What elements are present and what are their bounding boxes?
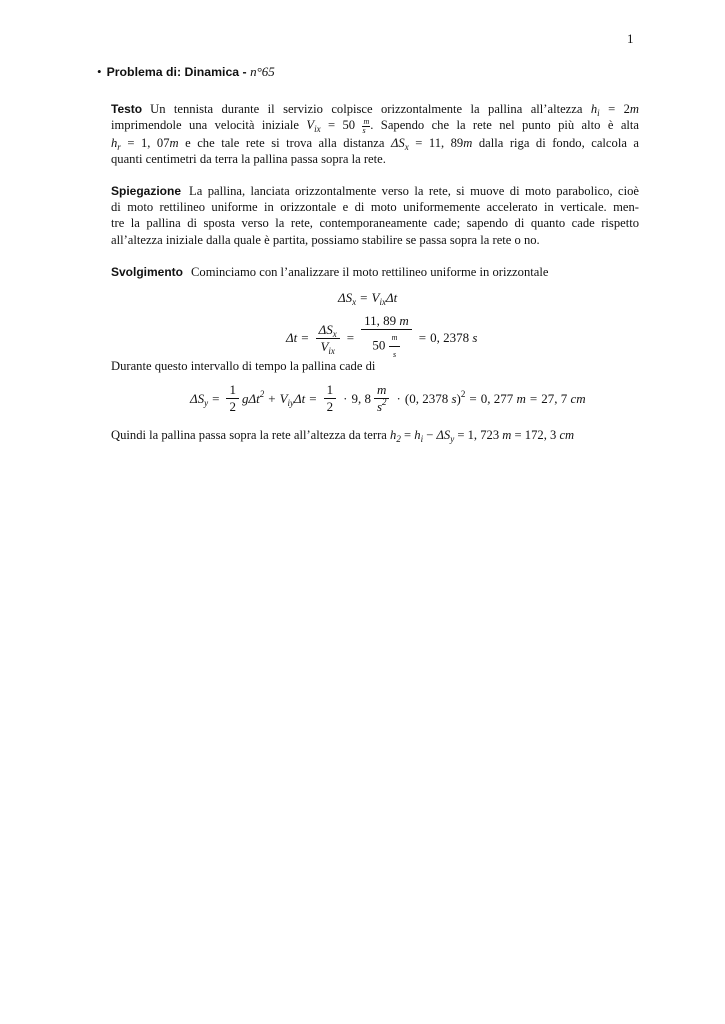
testo-line-1: Testo Un tennista durante il servizio colpisce orizzontalmente la pallina all’altezza $h_i = 2m$ <box>111 102 639 118</box>
spiegazione-line-2: di moto rettilineo uniforme in orizzontale e di moto uniformemente accelerato in verticale. men- <box>111 200 639 215</box>
equation-3: $\Delta S_y$ = $\frac{1}{2}$ gΔt$^2$ + $V_{iy}\Delta t$ = $\frac{1}{2}$ · 9, 8 $\frac{m}{s^2}$ · (0, 2378 s)$^2$ = 0, 277 m = 27, 7 cm <box>190 382 586 414</box>
svolgimento-intro: Svolgimento Cominciamo con l’analizzare il moto rettilineo uniforme in orizzontale <box>111 265 549 279</box>
h-i: $h_i$ <box>590 102 600 118</box>
equation-2: Δt = $\frac{\Delta S_x}{V_{ix}}$ = 11, 89 m 50 $\frac{m}{s}$ = 0, 2378 s <box>286 313 478 359</box>
testo-section <box>111 101 639 167</box>
equation-1: $\Delta S_x$ = $V_{ix}\Delta t$ <box>338 290 398 307</box>
bullet: • <box>97 64 102 79</box>
spiegazione-section <box>111 183 639 248</box>
problem-title: Problema di: Dinamica - <box>106 65 251 79</box>
unit-m-over-s: $\frac{m}{s}$ <box>362 116 370 135</box>
problem-heading <box>97 64 275 80</box>
spiegazione-line-1: Spiegazione La pallina, lanciata orizzontalmente verso la rete, si muove di moto parabolico, cioè <box>111 184 639 198</box>
spiegazione-label: Spiegazione <box>111 184 182 198</box>
testo-label: Testo <box>111 102 143 116</box>
problem-number: n°65 <box>250 64 275 79</box>
spiegazione-line-3: tre la pallina di sposta verso la rete, contemporaneamente cade; sapendo di quanto cade rispetto <box>111 216 639 231</box>
testo-text: Un tennista durante il servizio colpisce orizzontalmente la pallina all’altezza <box>150 102 583 116</box>
conclusion: Quindi la pallina passa sopra la rete all’altezza da terra $h_2 = h_i - \Delta S_y = 1$, 723 m = 172, 3 cm <box>111 428 575 444</box>
testo-line-2: imprimendole una velocità iniziale $V_{ix} = 50$ $\frac{m}{s}$ . Sapendo che la rete nel punto più alto è alta <box>111 116 640 135</box>
svolgimento-label: Svolgimento <box>111 265 184 279</box>
svolgimento-middle: Durante questo intervallo di tempo la pallina cade di <box>111 359 376 373</box>
testo-line-3: $h_r = 1$, 07m e che tale rete si trova alla distanza $\Delta S_x = 11$, 89m dalla riga di fondo, calcola a <box>111 135 640 152</box>
spiegazione-line-4: all’altezza iniziale dalla quale è partita, possiamo stabilire se passa sopra la rete o no. <box>111 232 540 247</box>
testo-line-4: quanti centimetri da terra la pallina passa sopra la rete. <box>111 152 386 167</box>
page-number: 1 <box>627 31 634 46</box>
